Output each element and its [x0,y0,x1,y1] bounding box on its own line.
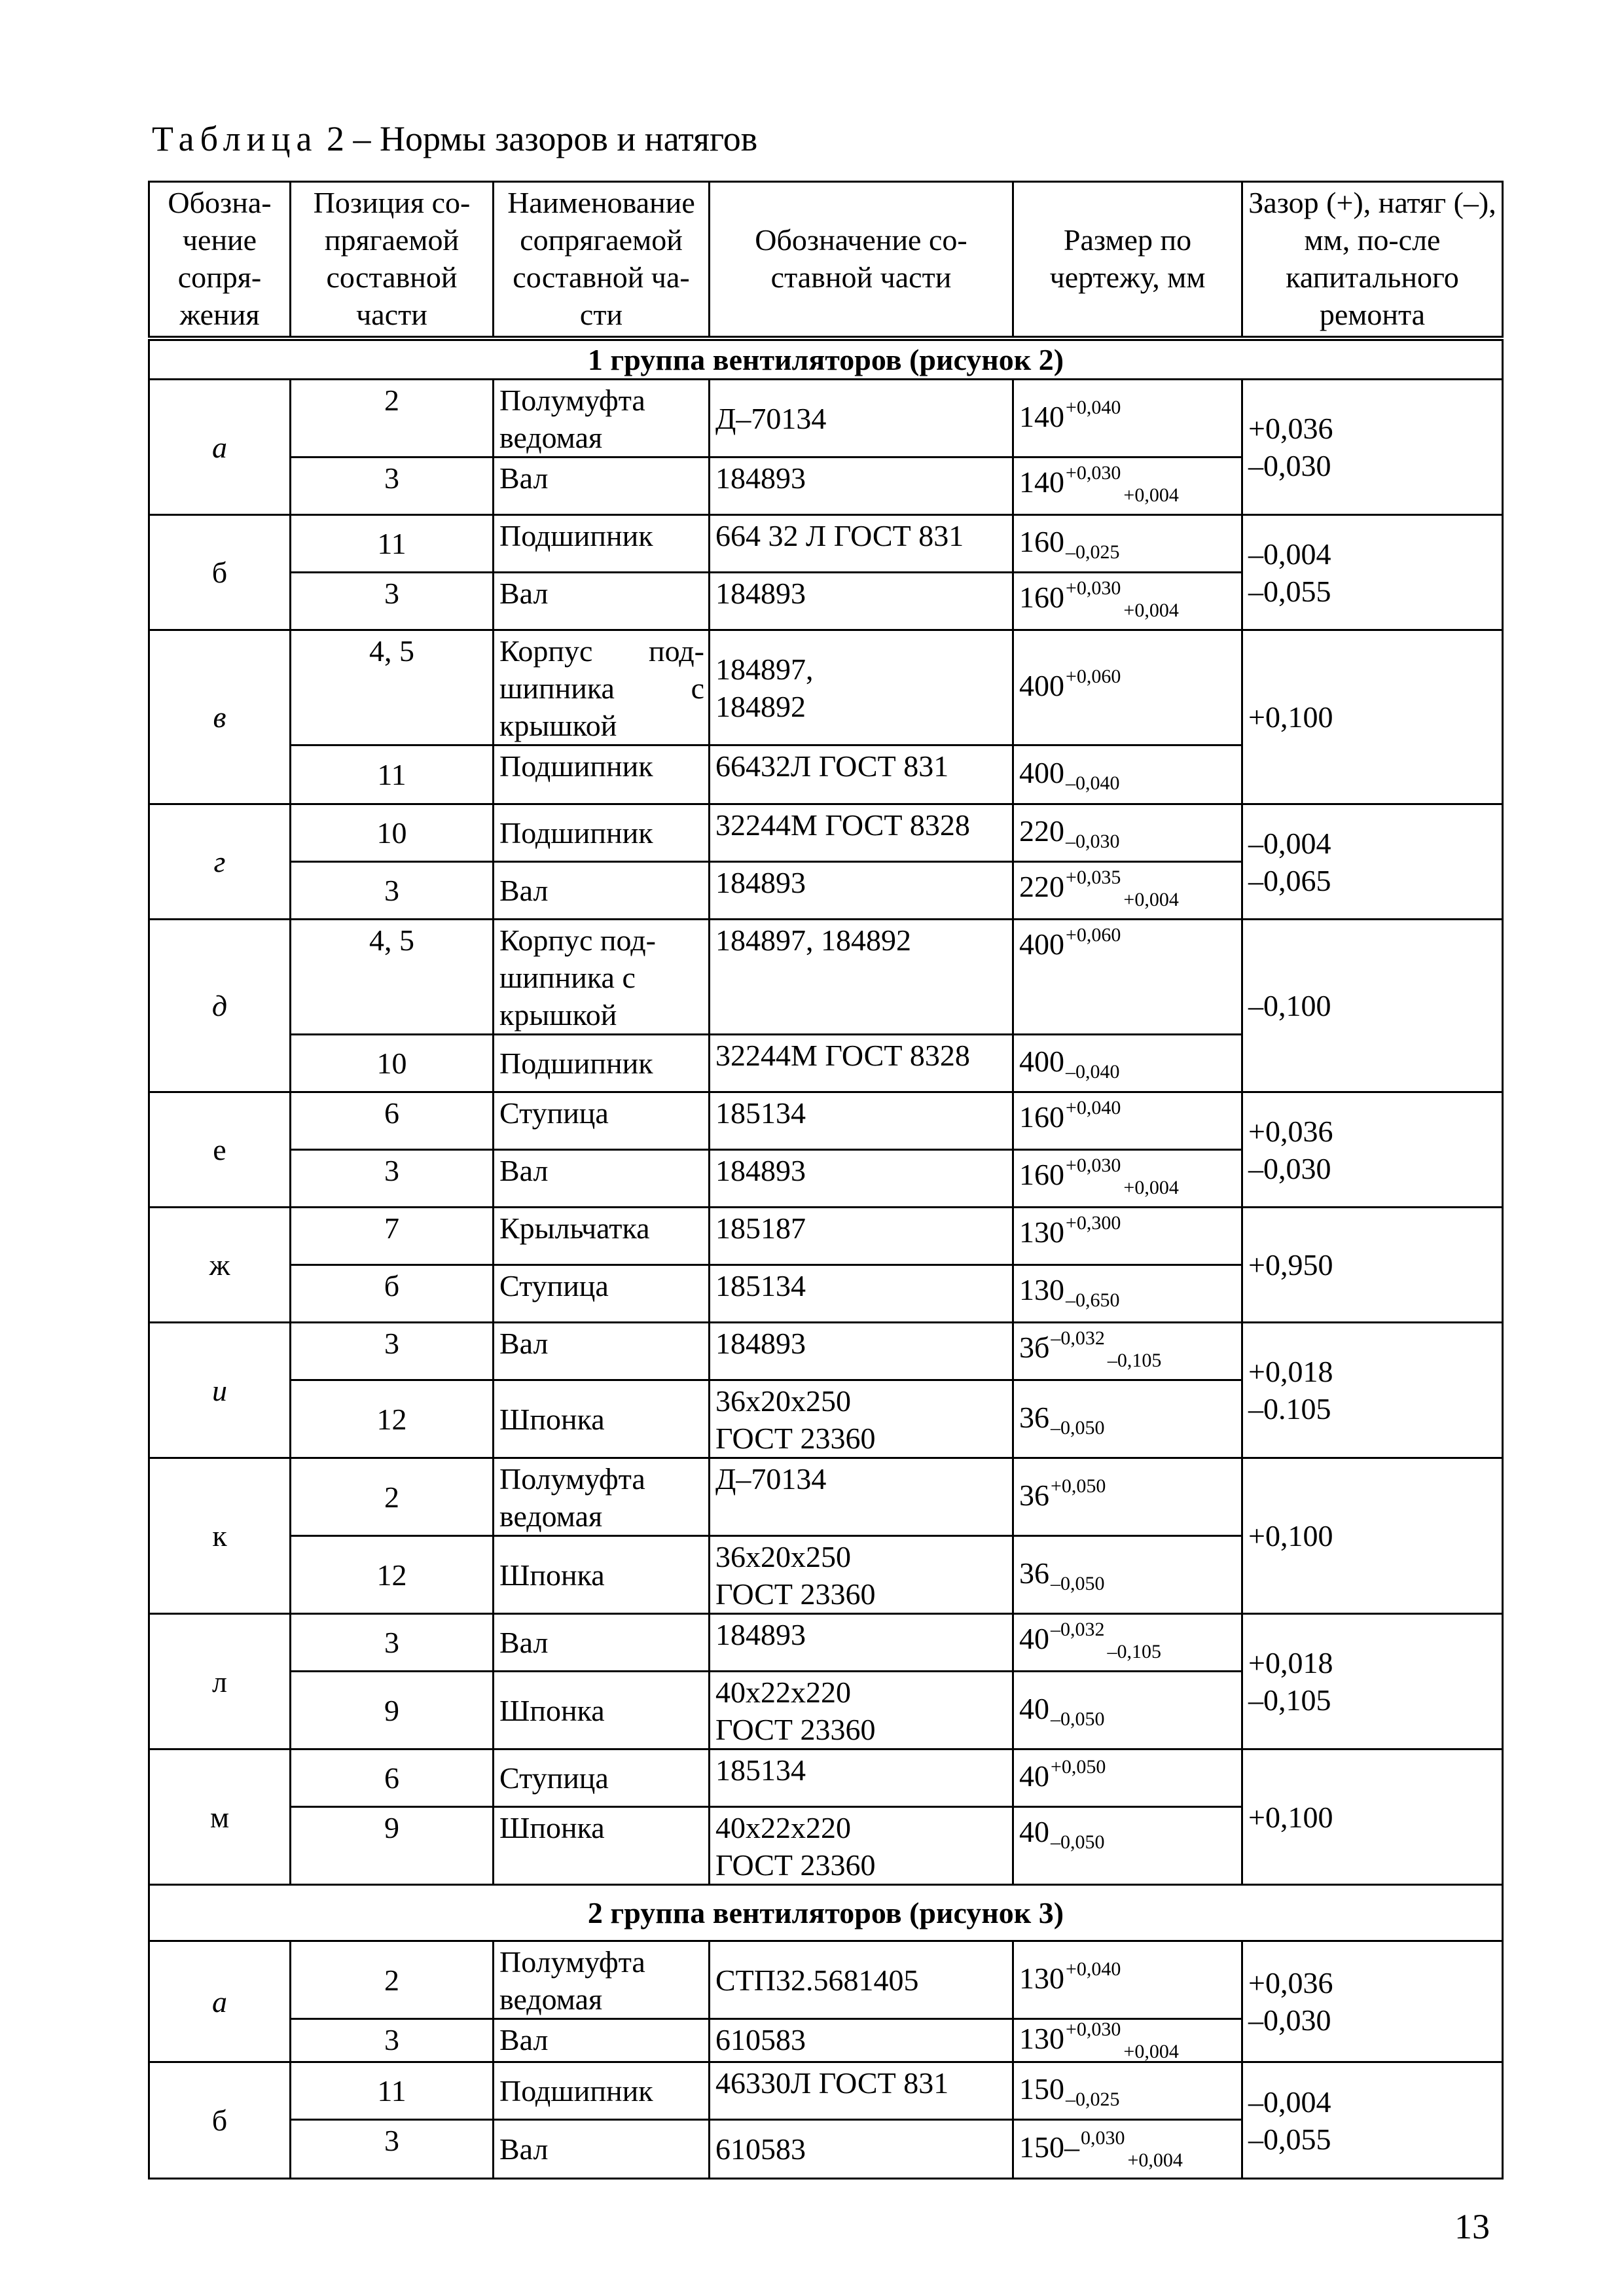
designation-cell: 46330Л ГОСТ 831 [710,2062,1013,2120]
gap-line: –0,055 [1248,574,1331,608]
group-title: 1 группа вентиляторов (рисунок 2) [149,338,1503,380]
gap-cell [1242,1614,1503,1749]
gap-line: +0,018 [1248,1646,1333,1679]
size-upper-deviation: +0,060 [1066,666,1121,687]
size-nominal: 130 [1019,1273,1064,1306]
size-cell [1013,1536,1242,1614]
name-line: Корпус под- [499,924,656,957]
position-cell: 2 [291,1941,494,2019]
designation-cell: 184893 [710,457,1013,515]
header-size: Размер по чертежу, мм [1013,182,1242,339]
designation-cell: 610583 [710,2019,1013,2062]
designation-line: 184897, [715,652,814,686]
size-cell [1013,804,1242,862]
name-cell [494,1941,710,2019]
designation-cell: 184893 [710,573,1013,630]
name-cell: Вал [494,1323,710,1380]
name-line: ведомая [499,1499,603,1533]
size-cell [1013,1035,1242,1092]
name-line: ведомая [499,421,603,454]
size-cell [1013,1458,1242,1536]
size-nominal: 36 [1019,1556,1049,1590]
size-upper-deviation: 0,030 [1081,2127,1125,2149]
group-row [149,1885,1503,1941]
size-nominal: 40 [1019,1691,1049,1725]
group-title: 2 группа вентиляторов (рисунок 3) [149,1885,1503,1941]
gap-cell: –0,100 [1242,920,1503,1092]
size-lower-deviation: –0,050 [1051,1831,1105,1853]
joint-code: к [149,1458,291,1614]
designation-line: ГОСТ 23360 [715,1848,876,1882]
name-cell: Ступица [494,1265,710,1323]
designation-cell: 32244М ГОСТ 8328 [710,804,1013,862]
size-cell [1013,2019,1242,2062]
size-cell [1013,920,1242,1035]
designation-cell: 184893 [710,862,1013,920]
size-lower-deviation: –0,105 [1107,1350,1162,1371]
position-cell: 3 [291,1150,494,1208]
joint-code: б [149,2062,291,2179]
size-cell [1013,1092,1242,1150]
designation-cell: Д–70134 [710,1458,1013,1536]
joint-code: д [149,920,291,1092]
position-cell: 9 [291,1807,494,1885]
header-code: Обозна-чение сопря-жения [149,182,291,339]
size-nominal: 400 [1019,669,1064,702]
size-nominal: 400 [1019,1045,1064,1078]
designation-cell [710,1380,1013,1458]
name-line: Полумуфта [499,384,645,417]
size-cell [1013,1380,1242,1458]
position-cell: б [291,1265,494,1323]
size-nominal: 160 [1019,1100,1064,1134]
size-cell [1013,573,1242,630]
position-cell: 3 [291,1614,494,1672]
designation-line: 36х20х250 [715,1384,851,1418]
size-upper-deviation: +0,060 [1066,924,1121,946]
gap-cell [1242,515,1503,630]
table-row [149,804,1503,862]
designation-line: 40х22х220 [715,1811,851,1844]
size-lower-deviation: –0,030 [1066,831,1120,852]
gap-cell [1242,1941,1503,2062]
gap-line: –0,065 [1248,863,1331,897]
joint-code: и [149,1323,291,1458]
name-line: шипника с [499,672,704,705]
position-cell: 4, 5 [291,920,494,1035]
size-cell [1013,457,1242,515]
size-cell [1013,2120,1242,2179]
size-lower-deviation: –0,050 [1051,1708,1105,1730]
size-cell [1013,745,1242,804]
size-lower-deviation: +0,004 [1123,2041,1179,2062]
size-cell [1013,515,1242,573]
size-nominal: 140 [1019,399,1064,433]
gap-cell [1242,2062,1503,2179]
name-line: Полумуфта [499,1462,645,1496]
size-lower-deviation: +0,004 [1123,1177,1179,1198]
size-lower-deviation: +0,004 [1123,484,1179,506]
size-nominal: 160 [1019,525,1064,558]
header-position: Позиция со-прягаемой составной части [291,182,494,339]
position-cell: 2 [291,1458,494,1536]
size-nominal: 130 [1019,1961,1064,1995]
name-cell: Подшипник [494,745,710,804]
size-cell [1013,1672,1242,1749]
designation-cell: 66432Л ГОСТ 831 [710,745,1013,804]
designation-cell: 664 32 Л ГОСТ 831 [710,515,1013,573]
name-cell: Подшипник [494,2062,710,2120]
gap-line: –0.105 [1248,1392,1331,1426]
header-gap: Зазор (+), натяг (–), мм, по-сле капитального ремонта [1242,182,1503,339]
joint-code: а [149,380,291,515]
table-row [149,1208,1503,1265]
table-row [149,1749,1503,1807]
size-cell [1013,380,1242,457]
size-nominal: 400 [1019,927,1064,961]
table-row [149,630,1503,745]
header-row [149,182,1503,339]
gap-line: +0,036 [1248,1114,1333,1148]
size-lower-deviation: –0,040 [1066,772,1120,794]
size-upper-deviation: +0,040 [1066,396,1121,418]
size-upper-deviation: +0,030 [1066,2018,1121,2040]
position-cell: 11 [291,745,494,804]
name-cell: Подшипник [494,1035,710,1092]
caption-rest: 2 – Нормы зазоров и натягов [317,119,758,158]
gap-cell: +0,100 [1242,1458,1503,1614]
gap-line: –0,004 [1248,2085,1331,2119]
name-cell: Подшипник [494,515,710,573]
gap-line: –0,030 [1248,1151,1331,1185]
table-row [149,515,1503,573]
name-cell: Ступица [494,1749,710,1807]
table-row [149,1323,1503,1380]
gap-cell [1242,1092,1503,1208]
designation-cell: 32244М ГОСТ 8328 [710,1035,1013,1092]
size-upper-deviation: –0,032 [1051,1327,1105,1349]
gap-line: –0,105 [1248,1683,1331,1717]
size-upper-deviation: +0,050 [1051,1475,1106,1497]
name-line: крышкой [499,998,617,1031]
size-cell [1013,1749,1242,1807]
joint-code: г [149,804,291,920]
position-cell: 10 [291,1035,494,1092]
joint-code: е [149,1092,291,1208]
name-cell: Шпонка [494,1672,710,1749]
name-cell: Вал [494,457,710,515]
position-cell: 11 [291,515,494,573]
designation-line: ГОСТ 23360 [715,1713,876,1746]
designation-cell: 185187 [710,1208,1013,1265]
name-cell: Вал [494,573,710,630]
size-upper-deviation: +0,030 [1066,577,1121,599]
size-upper-deviation: +0,050 [1051,1756,1106,1778]
size-lower-deviation: +0,004 [1123,889,1179,910]
size-upper-deviation: +0,300 [1066,1212,1121,1234]
size-nominal: 3б [1019,1331,1050,1364]
size-lower-deviation: –0,050 [1051,1416,1105,1439]
designation-cell: СТП32.5681405 [710,1941,1013,2019]
size-cell [1013,1265,1242,1323]
position-cell: 12 [291,1536,494,1614]
table-row [149,920,1503,1035]
joint-code: ж [149,1208,291,1323]
size-upper-deviation: +0,040 [1066,1958,1121,1980]
gap-line: –0,030 [1248,449,1331,482]
size-lower-deviation: +0,004 [1123,600,1179,621]
name-cell: Вал [494,862,710,920]
designation-cell: 185134 [710,1092,1013,1150]
size-nominal: 140 [1019,465,1064,499]
name-cell [494,380,710,457]
size-lower-deviation: –0,040 [1066,1061,1120,1083]
gap-line: +0,036 [1248,412,1333,445]
size-cell [1013,862,1242,920]
table-caption [152,118,757,160]
gap-line: –0,004 [1248,537,1331,571]
position-cell: 4, 5 [291,630,494,745]
gap-line: –0,030 [1248,2003,1331,2037]
name-cell: Шпонка [494,1807,710,1885]
size-nominal: 160 [1019,581,1064,614]
name-cell [494,1458,710,1536]
designation-cell: 184893 [710,1150,1013,1208]
name-line: шипника с [499,961,636,994]
name-cell: Шпонка [494,1380,710,1458]
name-cell: Крыльчатка [494,1208,710,1265]
caption-word: Таблица [152,119,318,158]
gap-line: +0,036 [1248,1966,1333,2000]
designation-cell: 185134 [710,1265,1013,1323]
gap-line: –0,004 [1248,826,1331,860]
name-cell: Подшипник [494,804,710,862]
size-upper-deviation: –0,032 [1051,1619,1105,1640]
size-nominal: 40 [1019,1759,1049,1793]
name-line: ведомая [499,1982,603,2016]
designation-cell: 610583 [710,2120,1013,2179]
table-row [149,1092,1503,1150]
designation-cell: Д–70134 [710,380,1013,457]
size-nominal: 160 [1019,1158,1064,1191]
position-cell: 2 [291,380,494,457]
size-cell [1013,1208,1242,1265]
size-cell [1013,1150,1242,1208]
name-line: Корпус под- [499,634,704,668]
name-cell: Шпонка [494,1536,710,1614]
size-cell [1013,630,1242,745]
name-cell: Вал [494,1614,710,1672]
size-nominal: 400 [1019,756,1064,789]
size-upper-deviation: +0,035 [1066,867,1121,888]
gap-cell: +0,100 [1242,1749,1503,1885]
norms-table [148,181,1504,2179]
name-cell [494,630,710,745]
gap-cell [1242,380,1503,515]
position-cell: 10 [291,804,494,862]
size-nominal: 150 [1019,2072,1064,2106]
size-lower-deviation: –0,025 [1066,2089,1120,2110]
size-nominal: 40 [1019,1815,1049,1848]
size-upper-deviation: +0,030 [1066,1155,1121,1176]
size-lower-deviation: –0,025 [1066,541,1120,563]
table-row [149,1614,1503,1672]
position-cell: 3 [291,1323,494,1380]
size-lower-deviation: –0,105 [1107,1641,1161,1662]
position-cell: 3 [291,2120,494,2179]
group-row [149,338,1503,380]
size-cell [1013,1323,1242,1380]
designation-line: 36х20х250 [715,1540,851,1573]
designation-cell: 185134 [710,1749,1013,1807]
name-line: крышкой [499,709,617,742]
size-upper-deviation: +0,040 [1066,1097,1121,1119]
joint-code: а [149,1941,291,2062]
position-cell: 3 [291,573,494,630]
joint-code: л [149,1614,291,1749]
size-nominal: 220 [1019,870,1064,903]
position-cell: 3 [291,2019,494,2062]
designation-cell [710,1536,1013,1614]
designation-cell [710,1672,1013,1749]
size-nominal: 130 [1019,1215,1064,1249]
gap-line: +0,018 [1248,1355,1333,1388]
designation-line: 184892 [715,689,806,723]
joint-code: м [149,1749,291,1885]
size-lower-deviation: –0,050 [1051,1572,1105,1594]
size-nominal: 36 [1019,1400,1049,1434]
name-cell: Вал [494,1150,710,1208]
position-cell: 3 [291,862,494,920]
size-cell [1013,1614,1242,1672]
designation-cell: 184893 [710,1323,1013,1380]
size-upper-deviation: +0,030 [1066,462,1121,484]
designation-cell [710,1807,1013,1885]
size-nominal: 130 [1019,2022,1064,2055]
size-cell [1013,1941,1242,2019]
size-nominal: 36 [1019,1478,1049,1512]
size-lower-deviation: –0,650 [1066,1289,1120,1311]
name-cell: Вал [494,2120,710,2179]
position-cell: 12 [291,1380,494,1458]
gap-cell: +0,100 [1242,630,1503,804]
table-row [149,1458,1503,1536]
position-cell: 6 [291,1092,494,1150]
size-cell [1013,1807,1242,1885]
designation-line: ГОСТ 23360 [715,1422,876,1455]
gap-cell [1242,804,1503,920]
norms-table-wrapper [148,181,1502,2179]
header-designation: Обозначение со-ставной части [710,182,1013,339]
size-nominal: 40 [1019,1622,1049,1655]
position-cell: 7 [291,1208,494,1265]
name-cell [494,920,710,1035]
name-line: Полумуфта [499,1945,645,1979]
table-row [149,380,1503,457]
table-row [149,1941,1503,2019]
size-nominal: 150– [1019,2130,1079,2164]
designation-line: ГОСТ 23360 [715,1577,876,1611]
joint-code: в [149,630,291,804]
designation-cell: 184893 [710,1614,1013,1672]
name-cell: Вал [494,2019,710,2062]
designation-line: 40х22х220 [715,1676,851,1709]
position-cell: 11 [291,2062,494,2120]
gap-cell: +0,950 [1242,1208,1503,1323]
name-cell: Ступица [494,1092,710,1150]
size-cell [1013,2062,1242,2120]
gap-cell [1242,1323,1503,1458]
designation-cell: 184897, 184892 [710,920,1013,1035]
size-lower-deviation: +0,004 [1127,2149,1183,2171]
position-cell: 3 [291,457,494,515]
page-number: 13 [1454,2207,1490,2246]
position-cell: 9 [291,1672,494,1749]
header-name: Наименование сопрягаемой составной ча-сти [494,182,710,339]
designation-cell [710,630,1013,745]
gap-line: –0,055 [1248,2122,1331,2156]
joint-code: б [149,515,291,630]
position-cell: 6 [291,1749,494,1807]
table-row [149,2062,1503,2120]
size-nominal: 220 [1019,814,1064,848]
